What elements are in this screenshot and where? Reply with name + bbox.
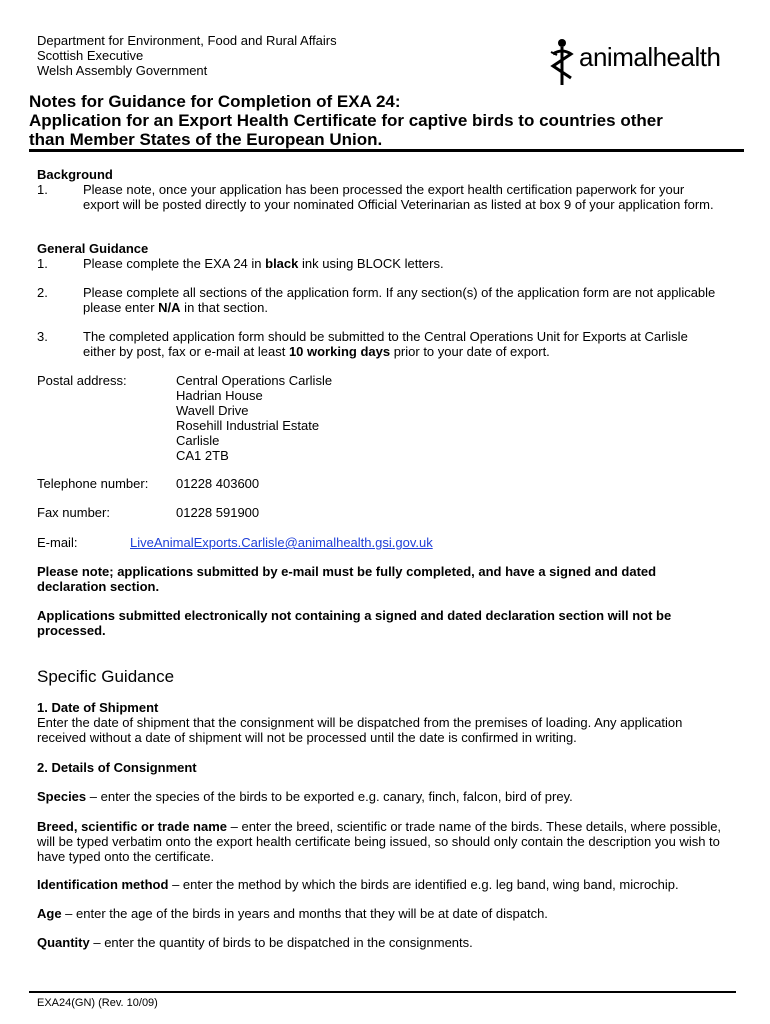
item-text: Please complete the EXA 24 in black ink using BLOCK letters. [83,256,444,271]
quantity-paragraph: Quantity – enter the quantity of birds to be dispatched in the consignments. [37,935,473,950]
species-paragraph: Species – enter the species of the birds to be exported e.g. canary, finch, falcon, bird of prey. [37,789,573,804]
item-number: 1. [37,256,48,271]
item-number: 3. [37,329,48,344]
quantity-label: Quantity [37,935,90,950]
age-label: Age [37,906,62,921]
address-line: Wavell Drive [176,403,249,418]
address-line: Hadrian House [176,388,263,403]
department-line: Scottish Executive [37,48,144,63]
shipment-date-heading: 1. Date of Shipment [37,700,159,715]
department-line: Department for Environment, Food and Rural Affairs [37,33,337,48]
address-line: Central Operations Carlisle [176,373,333,388]
item-number: 2. [37,285,48,300]
footer-divider [29,991,736,993]
telephone-label: Telephone number: [37,476,149,491]
general-heading: General Guidance [37,241,149,256]
identification-paragraph: Identification method – enter the method by which the birds are identified e.g. leg band, wing band, microchip. [37,877,679,892]
age-paragraph: Age – enter the age of the birds in years and months that they will be at date of dispatch. [37,906,548,921]
fax-label: Fax number: [37,505,110,520]
form-reference: EXA24(GN) (Rev. 10/09) [37,997,158,1009]
species-label: Species [37,789,87,804]
general-item-2 [37,285,717,315]
item-text: Please complete all sections of the application form. If any section(s) of the application form are not applicable please enter N/A in that section. [83,285,716,315]
email-note: Please note; applications submitted by e-mail must be fully completed, and have a signed and dated declaration section. [37,564,657,594]
department-line: Welsh Assembly Government [37,63,208,78]
consignment-heading: 2. Details of Consignment [37,760,197,775]
general-item-3 [37,329,717,359]
electronic-note: Applications submitted electronically not containing a signed and dated declaration section will not be processed. [37,608,672,638]
title-line: than Member States of the European Union. [29,130,383,149]
breed-paragraph: Breed, scientific or trade name – enter the breed, scientific or trade name of the birds. These details, where possible, will be typed verbatim onto the export health certificate being issued, so should only contain the description you wish to have typed onto the certificate. [37,819,722,864]
specific-guidance-heading: Specific Guidance [37,667,175,686]
logo-wordmark: animalhealth [579,42,721,72]
postal-address [176,373,332,463]
background-heading: Background [37,167,113,182]
fax-number: 01228 591900 [176,505,260,520]
title-line: Application for an Export Health Certificate for captive birds to countries other [29,111,663,130]
shipment-date-text: Enter the date of shipment that the consignment will be dispatched from the premises of loading. Any application received without a date of shipment will not be processed until the date is confirmed in writing. [37,715,683,745]
item-text: The completed application form should be submitted to the Central Operations Unit for Exports at Carlisle either by post, fax or e-mail at least 10 working days prior to your date of export. [83,329,688,359]
telephone-number: 01228 403600 [176,476,260,491]
title-line: Notes for Guidance for Completion of EXA 24: [29,92,401,111]
address-line: Rosehill Industrial Estate [176,418,320,433]
postal-label: Postal address: [37,373,127,388]
breed-label: Breed, scientific or trade name [37,819,228,834]
caduceus-icon [547,38,577,88]
background-item [37,182,717,212]
page-title [29,92,744,149]
department-list [37,33,337,78]
identification-label: Identification method [37,877,169,892]
email-link[interactable]: LiveAnimalExports.Carlisle@animalhealth.gsi.gov.uk [130,535,433,550]
animalhealth-logo [547,38,747,88]
address-line: Carlisle [176,433,220,448]
email-label: E-mail: [37,535,78,550]
general-item-1 [37,256,717,271]
address-line: CA1 2TB [176,448,229,463]
item-text: Please note, once your application has been processed the export health certification paperwork for your export will be posted directly to your nominated Official Veterinarian as listed at box 9 of your application form. [83,182,714,212]
item-number: 1. [37,182,48,197]
title-divider [29,149,744,152]
